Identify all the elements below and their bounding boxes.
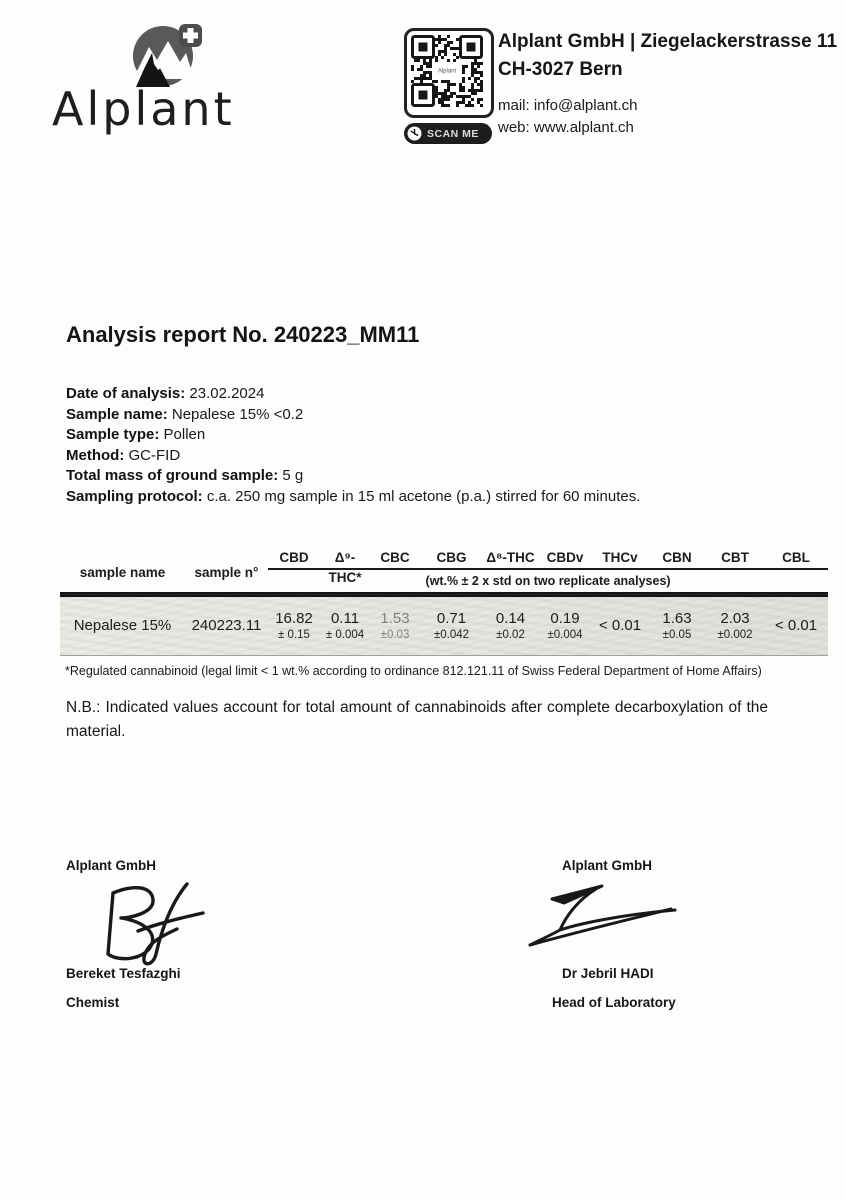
detail-label: Total mass of ground sample:	[66, 467, 279, 484]
analyte-value: 0.11	[330, 610, 360, 627]
col-header-sample-no: sample n°	[194, 564, 259, 580]
analyte-error: ± 0.15	[278, 629, 310, 641]
detail-value: c.a. 250 mg sample in 15 ml acetone (p.a.) stirred for 60 minutes.	[202, 487, 641, 505]
signature-left-name: Bereket Tesfazghi	[66, 966, 181, 981]
value-cell-0	[268, 609, 320, 642]
analyte-value: < 0.01	[598, 617, 642, 634]
analyte-value: 0.14	[495, 610, 526, 627]
signature-right-name: Dr Jebril HADI	[562, 966, 654, 981]
analyte-error: ±0.004	[547, 629, 583, 641]
detail-label: Method:	[66, 446, 125, 464]
analyte-error: ±0.002	[717, 629, 753, 641]
brand-wordmark: Alplant	[52, 82, 235, 136]
company-address-line1: Alplant GmbH | Ziegelackerstrasse 11	[498, 31, 838, 52]
detail-value: GC-FID	[124, 446, 181, 464]
cell-sample-name: Nepalese 15%	[73, 617, 172, 634]
col-header-analyte-1: Δ⁹-THC*	[328, 550, 362, 585]
detail-label: Sampling protocol:	[66, 487, 203, 505]
value-cell-3	[420, 609, 483, 642]
value-cell-4	[483, 609, 538, 642]
col-header-analyte-7: CBN	[662, 550, 692, 565]
signature-right-role: Head of Laboratory	[552, 995, 676, 1010]
analyte-value: 1.53	[380, 610, 410, 627]
detail-line	[66, 446, 640, 467]
detail-value: 23.02.2024	[185, 385, 265, 402]
analyte-error: ±0.042	[433, 629, 470, 641]
scan-clock-icon	[407, 126, 422, 141]
signature-left-role: Chemist	[66, 995, 120, 1010]
analyte-value: 1.63	[662, 610, 692, 627]
company-web: web: www.alplant.ch	[498, 119, 634, 136]
analyte-value: 0.71	[436, 610, 467, 627]
col-header-analyte-6: THCv	[602, 550, 638, 565]
value-cell-6	[592, 609, 648, 642]
scan-me-label: SCAN ME	[427, 127, 479, 140]
svg-text:Alplant: Alplant	[437, 68, 457, 75]
table-header-row	[60, 548, 828, 592]
detail-label: Sample type:	[66, 426, 160, 443]
units-note: (wt.% ± 2 x std on two replicate analyses)	[425, 574, 671, 588]
report-title: Analysis report No. 240223_MM11	[66, 322, 420, 347]
scan-me-badge	[404, 123, 492, 144]
col-header-analyte-2: CBC	[380, 550, 410, 565]
signature-left-company: Alplant GmbH	[66, 858, 156, 873]
analyte-error: ±0.02	[496, 629, 525, 641]
table-row	[60, 597, 828, 656]
col-header-analyte-5: CBDv	[546, 550, 584, 565]
detail-line	[66, 384, 640, 405]
nb-note: N.B.: Indicated values account for total amount of cannabinoids after complete decarboxylation of the material.	[66, 699, 768, 740]
analyte-value: 0.19	[550, 610, 580, 627]
col-header-analyte-3: CBG	[436, 550, 467, 565]
signature-right-company: Alplant GmbH	[562, 858, 652, 873]
col-header-analyte-9: CBL	[782, 550, 810, 565]
detail-value: 5 g	[278, 467, 304, 484]
detail-line	[66, 487, 640, 508]
table-footnote: *Regulated cannabinoid (legal limit < 1 wt.% according to ordinance 812.121.11 of Swiss Federal Department of Home Affairs)	[65, 663, 762, 678]
value-cell-2	[370, 609, 420, 642]
report-details	[66, 384, 640, 507]
value-cell-7	[648, 609, 706, 642]
value-cell-5	[538, 609, 592, 642]
cell-sample-no: 240223.11	[191, 617, 262, 634]
detail-line	[66, 466, 640, 487]
value-cell-8	[706, 609, 764, 642]
qr-code	[404, 28, 494, 118]
value-cell-1	[320, 609, 370, 642]
col-header-analyte-8: CBT	[721, 550, 749, 565]
signature-right-handwriting	[522, 878, 687, 963]
results-table	[60, 548, 828, 678]
analyte-value: < 0.01	[774, 617, 818, 634]
detail-value: Nepalese 15% <0.2	[167, 405, 304, 423]
company-mail: mail: info@alplant.ch	[498, 97, 638, 114]
col-header-sample-name: sample name	[79, 564, 166, 580]
analyte-value: 16.82	[275, 610, 313, 627]
detail-value: Pollen	[159, 426, 206, 443]
detail-line	[66, 405, 640, 426]
analyte-error: ±0.03	[380, 629, 410, 641]
col-header-analyte-4: Δ⁸-THC	[486, 550, 535, 565]
analyte-error: ± 0.004	[325, 629, 365, 641]
detail-label: Sample name:	[66, 405, 168, 423]
detail-line	[66, 425, 640, 446]
col-header-analyte-0: CBD	[279, 550, 309, 565]
analyte-error: ±0.05	[662, 629, 692, 641]
analyte-value: 2.03	[720, 610, 750, 627]
detail-label: Date of analysis:	[66, 385, 186, 402]
analyte-values	[268, 609, 828, 642]
value-cell-9	[764, 609, 828, 642]
signature-left-handwriting	[90, 880, 265, 975]
company-address-line2: CH-3027 Bern	[498, 59, 623, 80]
